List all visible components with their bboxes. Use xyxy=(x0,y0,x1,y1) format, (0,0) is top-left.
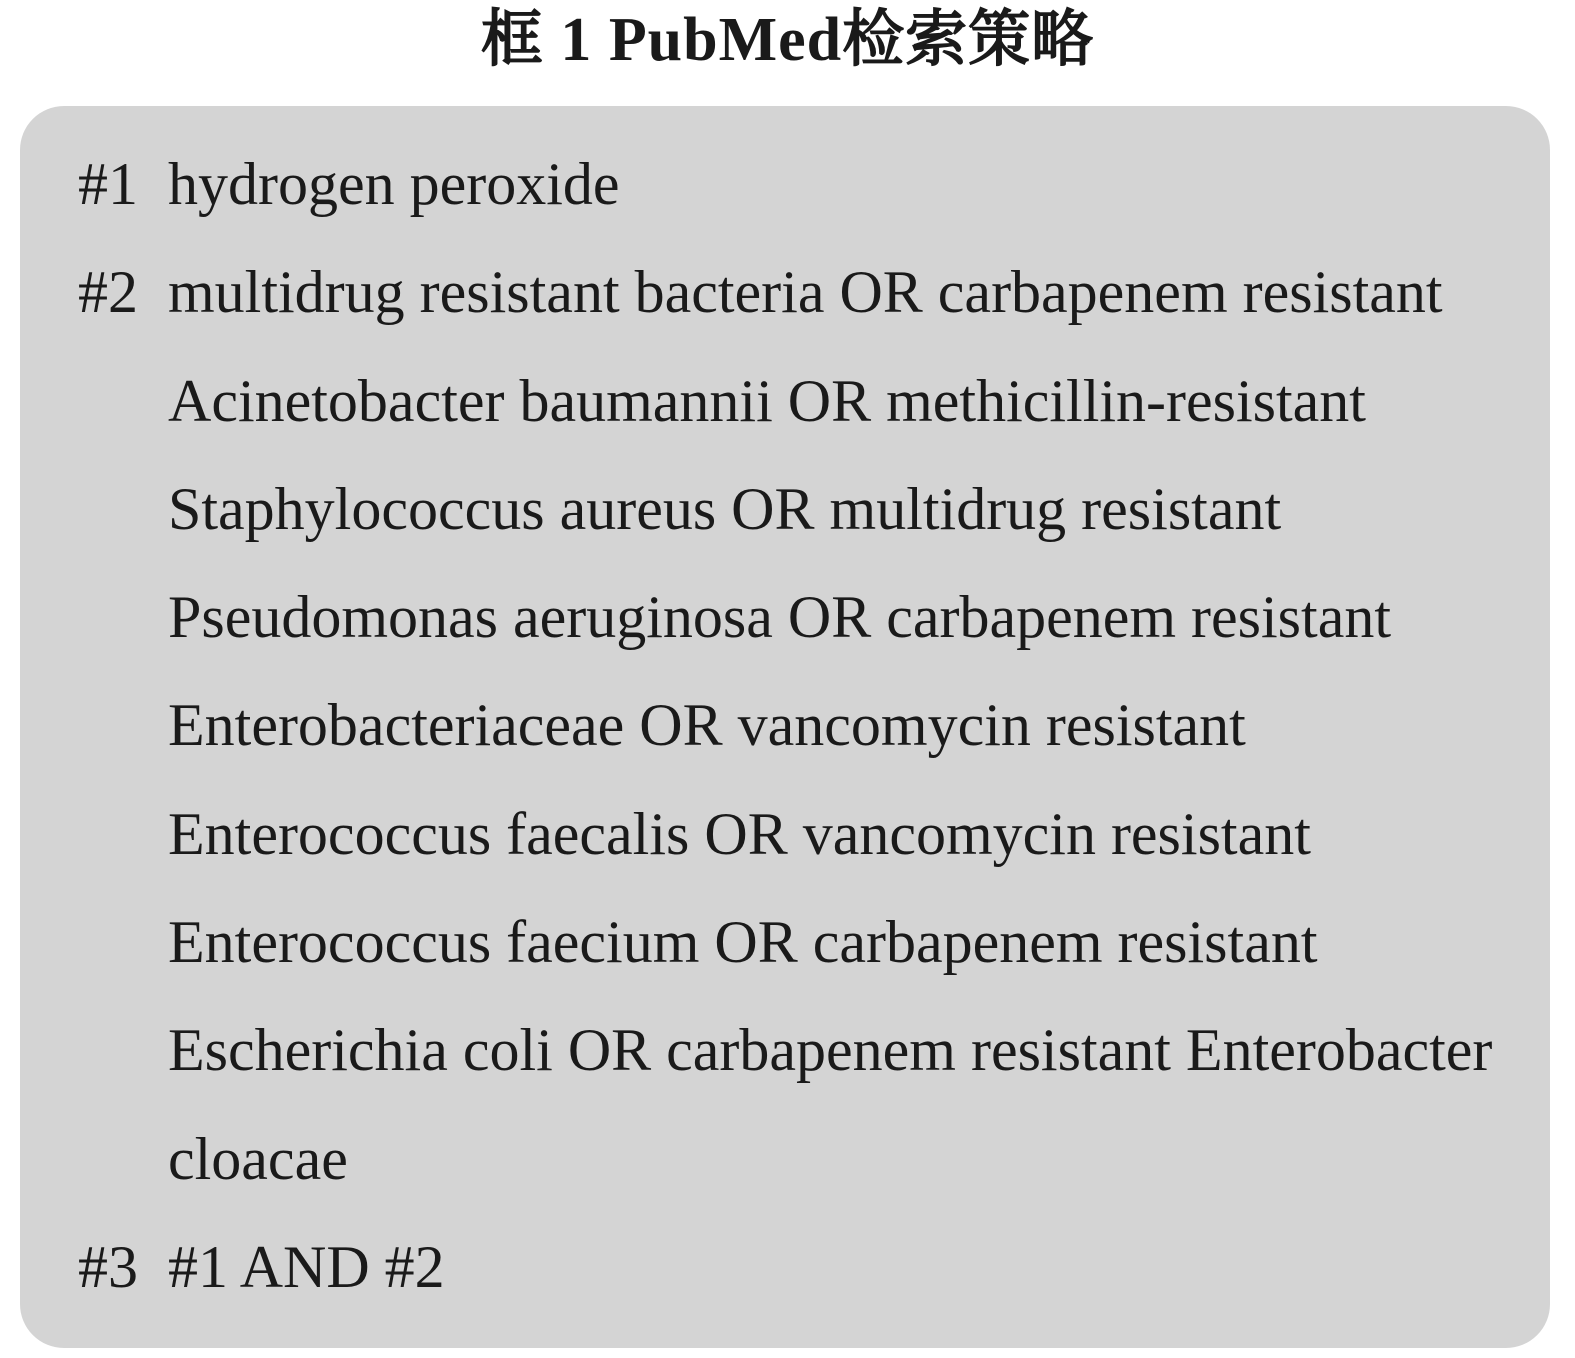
search-line xyxy=(78,455,1518,563)
search-line xyxy=(78,347,1518,455)
search-strategy-list xyxy=(78,130,1518,1321)
search-line-text: Enterobacteriaceae OR vancomycin resistant xyxy=(168,692,1246,759)
search-line-text: Pseudomonas aeruginosa OR carbapenem resistant xyxy=(168,584,1391,651)
search-line-text: Enterococcus faecium OR carbapenem resistant xyxy=(168,909,1318,976)
search-line xyxy=(78,888,1518,996)
search-line-text: Acinetobacter baumannii OR methicillin-resistant xyxy=(168,367,1366,434)
search-line xyxy=(78,130,1518,238)
search-line-text: Escherichia coli OR carbapenem resistant Enterobacter xyxy=(168,1017,1493,1084)
search-line-text: Staphylococcus aureus OR multidrug resistant xyxy=(168,475,1282,542)
search-line-number: #2 xyxy=(78,259,138,326)
search-line xyxy=(78,238,1518,346)
search-line-number: #1 xyxy=(78,151,138,217)
search-line xyxy=(78,996,1518,1104)
search-line xyxy=(78,1213,1518,1321)
search-line-text: hydrogen peroxide xyxy=(168,151,620,217)
search-line-text: multidrug resistant bacteria OR carbapenem resistant xyxy=(168,259,1443,326)
search-line-number: #3 xyxy=(78,1233,138,1300)
search-line xyxy=(78,671,1518,779)
search-line xyxy=(78,1105,1518,1213)
search-line-text: #1 AND #2 xyxy=(168,1233,445,1300)
search-line-text: cloacae xyxy=(168,1125,348,1192)
box-title: 框 1 PubMed检索策略 xyxy=(480,6,1095,74)
search-line xyxy=(78,563,1518,671)
search-line xyxy=(78,780,1518,888)
search-line-text: Enterococcus faecalis OR vancomycin resistant xyxy=(168,800,1311,867)
